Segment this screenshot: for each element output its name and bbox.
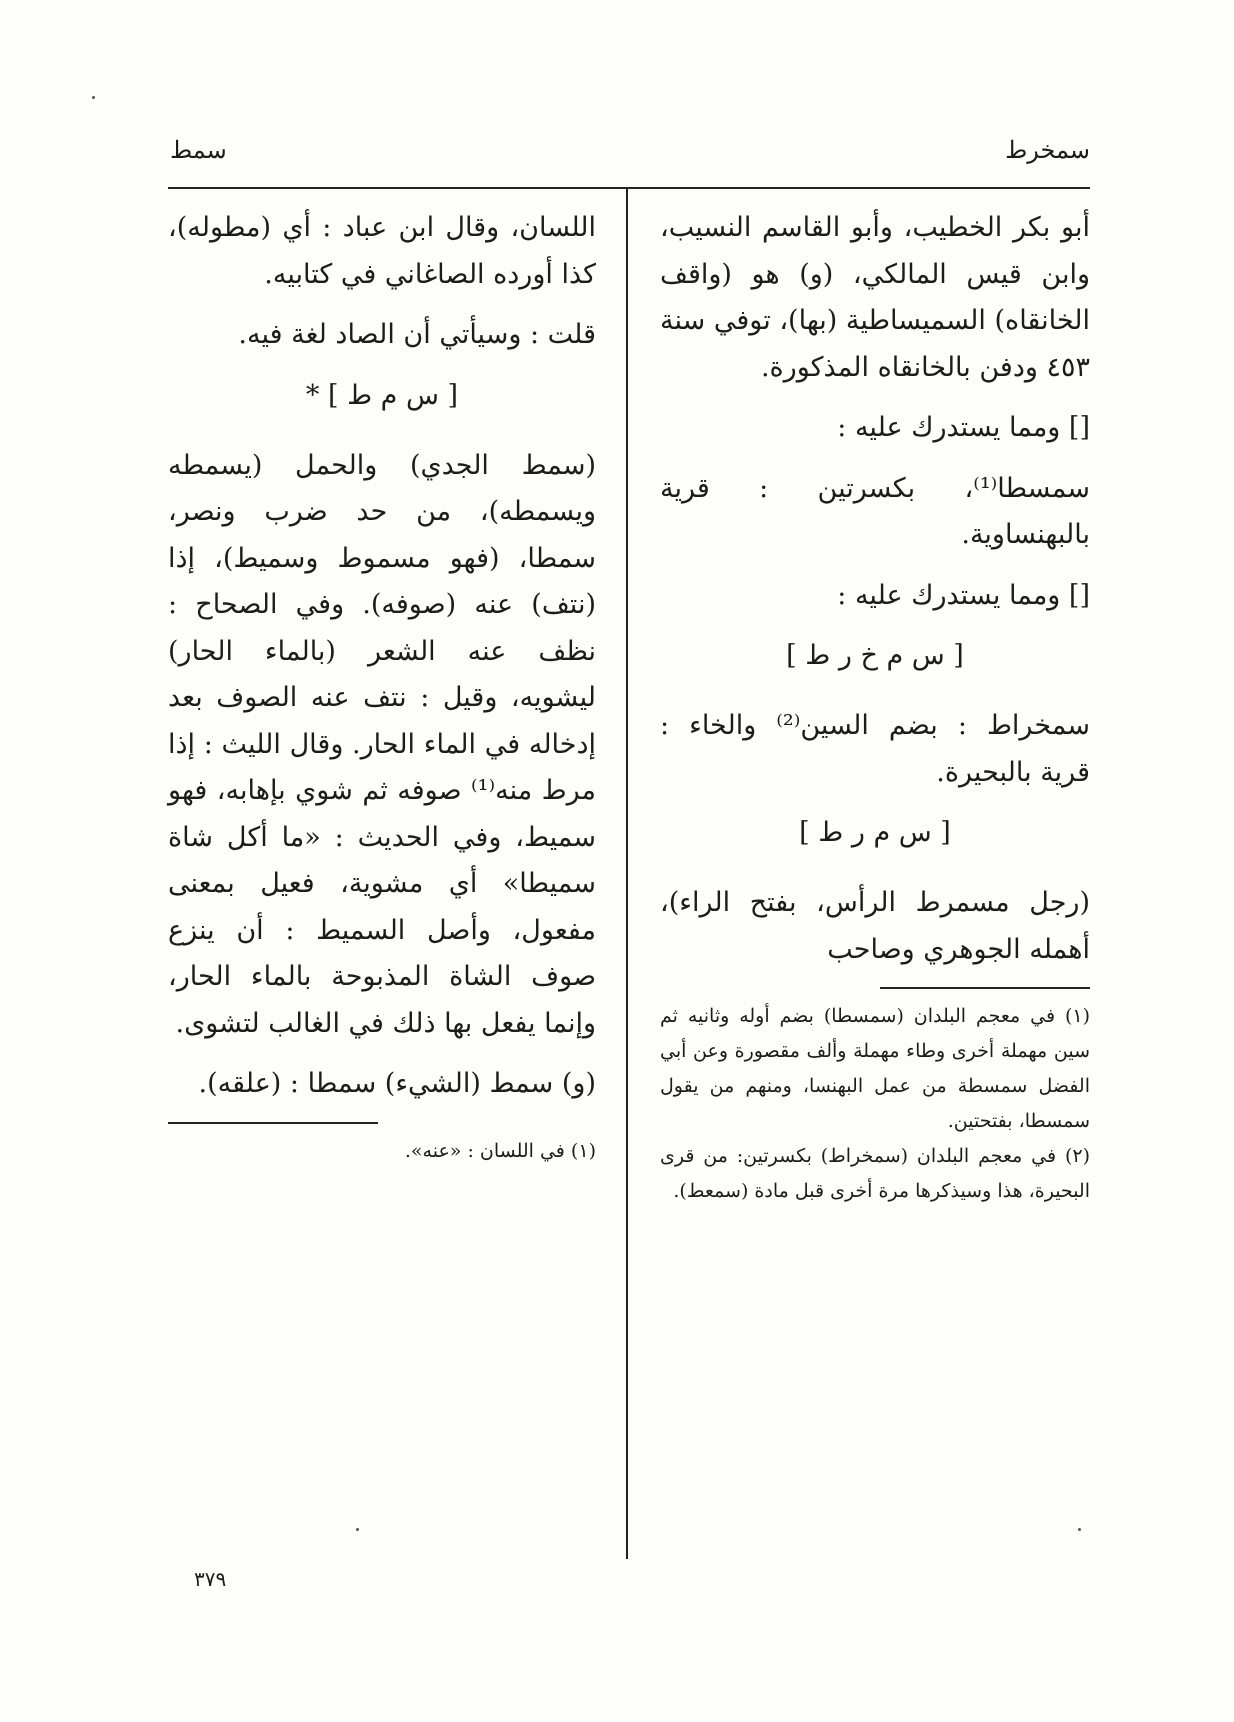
- scan-speck: [92, 96, 95, 99]
- right-column: [660, 205, 1090, 1209]
- scan-speck: [356, 1528, 359, 1531]
- right-paragraph-2: [] ومما يستدرك عليه :: [837, 412, 1090, 443]
- left-footnote-rule: [168, 1122, 378, 1124]
- scan-speck: [1078, 1528, 1081, 1531]
- right-footnote-1: (١) في معجم البلدان (سمسطا) بضم أوله وثانيه ثم سين مهملة أخرى وطاء مهملة وألف مقصورة وعن أبي الفضل سمسطة من عمل البهنسا، ومنهم من يقول سمسطا، بفتحتين.: [660, 1005, 1090, 1132]
- right-paragraph-5: سمخراط : بضم السين⁽²⁾ والخاء : قرية بالبحيرة.: [660, 710, 1090, 788]
- right-footnote-2: (٢) في معجم البلدان (سمخراط) بكسرتين: من قرى البحيرة، هذا وسيذكرها مرة أخرى قبل مادة (سمعط).: [660, 1145, 1090, 1202]
- left-paragraph-4: (و) سمط (الشيء) سمطا : (علقه).: [198, 1068, 596, 1099]
- entry-heading-smkhrt: [ س م خ ر ط ]: [786, 640, 964, 671]
- left-paragraph-1: اللسان، وقال ابن عباد : أي (مطوله)، كذا أورده الصاغاني في كتابيه.: [168, 212, 596, 290]
- header-rule: [168, 187, 1090, 189]
- column-divider: [626, 189, 628, 1559]
- left-footnote-1: (١) في اللسان : «عنه».: [404, 1139, 596, 1162]
- left-column: [168, 205, 596, 1169]
- left-paragraph-2: قلت : وسيأتي أن الصاد لغة فيه.: [238, 319, 596, 350]
- entry-heading-smrt: [ س م ر ط ]: [799, 817, 951, 848]
- header-entry-right: سمخرط: [1005, 136, 1090, 164]
- right-paragraph-4: [] ومما يستدرك عليه :: [837, 579, 1090, 611]
- entry-heading-smt: [ س م ط ] *: [305, 379, 459, 411]
- right-paragraph-1: أبو بكر الخطيب، وأبو القاسم النسيب، وابن قيس المالكي، (و) هو (واقف الخانقاه) السميساطية (بها)، توفي سنة ٤٥٣ ودفن بالخانقاه المذكورة.: [660, 212, 1090, 383]
- header-entry-left: سمط: [170, 136, 227, 164]
- right-footnote-rule: [880, 987, 1090, 989]
- right-paragraph-6: (رجل مسمرط الرأس، بفتح الراء)، أهمله الجوهري وصاحب: [660, 887, 1090, 965]
- page-number: ٣٧٩: [194, 1567, 227, 1591]
- right-paragraph-3: سمسطا⁽¹⁾، بكسرتين : قرية بالبهنساوية.: [660, 472, 1090, 550]
- left-paragraph-3: (سمط الجدي) والحمل (يسمطه ويسمطه)، من حد ضرب ونصر، سمطا، (فهو مسموط وسميط)، إذا (نتف) عنه (صوفه). وفي الصحاح : نظف عنه الشعر (بالماء الحار) ليشويه، وقيل : نتف عنه الصوف بعد إدخاله في الماء الحار. وقال الليث : إذا مرط منه⁽¹⁾ صوفه ثم شوي بإهابه، فهو سميط، وفي الحديث : «ما أكل شاة سميطا» أي مشوية، فعيل بمعنى مفعول، وأصل السميط : أن ينزع صوف الشاة المذبوحة بالماء الحار، وإنما يفعل بها ذلك في الغالب لتشوى.: [168, 449, 596, 1039]
